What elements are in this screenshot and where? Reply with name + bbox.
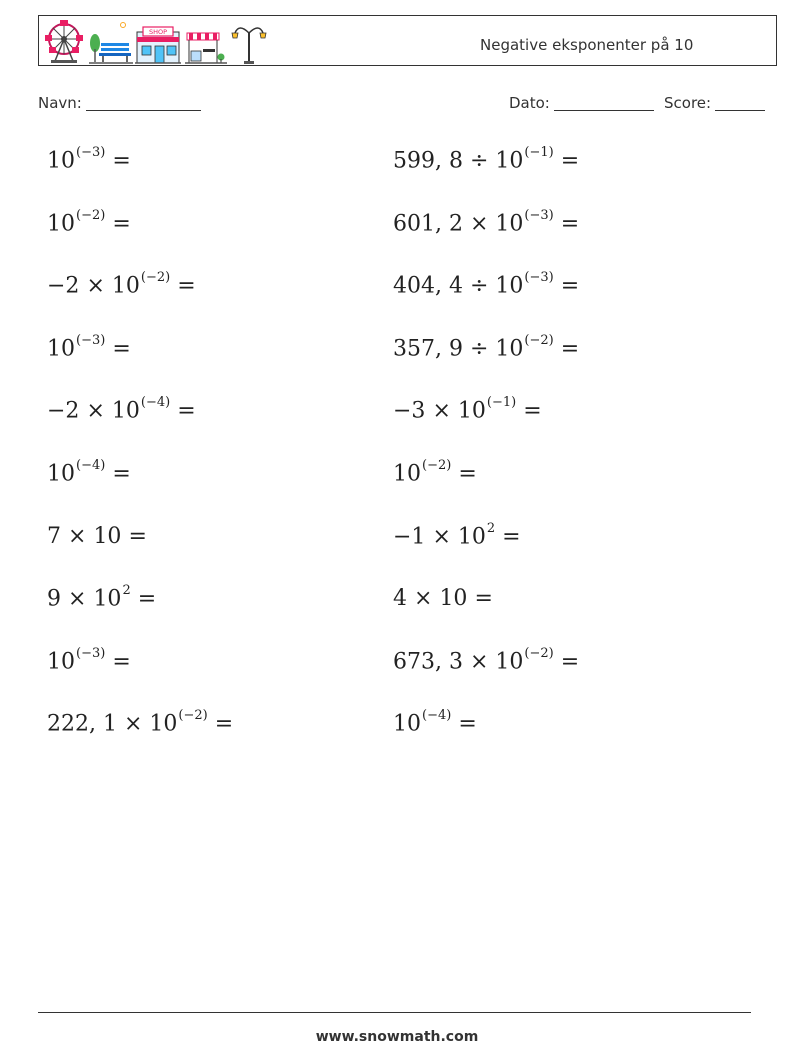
problem-equals: = [137, 586, 157, 612]
problem-base: 10 [439, 586, 468, 611]
date-blank[interactable] [554, 96, 654, 111]
problem-item [47, 583, 157, 612]
problem-equals: = [177, 273, 196, 299]
problem-coefficient: 9 [47, 586, 61, 612]
problem-operator: × [469, 211, 489, 237]
problem-equals: = [112, 649, 131, 675]
problem-base: 10 [149, 711, 178, 737]
problem-base: 10 [93, 524, 122, 549]
problem-base: 10 [47, 461, 75, 487]
problem-exponent: (−2) [422, 458, 452, 473]
problem-equals: = [214, 711, 234, 737]
problem-coefficient: 4 [393, 586, 407, 611]
problem-base: 10 [393, 461, 421, 487]
score-blank[interactable] [715, 96, 765, 111]
ferris-wheel-icon [45, 20, 83, 63]
problem-operator: × [123, 711, 143, 737]
problem-operator: × [86, 398, 105, 424]
problem-equals: = [560, 336, 580, 362]
problem-coefficient: 673, 3 [393, 649, 463, 675]
problem-coefficient: −2 [47, 273, 80, 299]
problem-operator: ÷ [469, 148, 489, 174]
problem-exponent: (−1) [524, 145, 554, 160]
problem-base: 10 [47, 211, 75, 237]
score-label: Score: [664, 94, 712, 112]
problem-item [47, 333, 131, 362]
problem-exponent: (−4) [422, 708, 452, 723]
problem-equals: = [560, 649, 580, 675]
problem-item [47, 145, 131, 174]
problem-item [393, 208, 580, 237]
problem-coefficient: 222, 1 [47, 711, 117, 737]
problem-item [393, 708, 477, 737]
worksheet-title: Negative eksponenter på 10 [480, 36, 694, 54]
problem-coefficient: 7 [47, 524, 61, 549]
name-blank[interactable] [86, 96, 201, 111]
problem-exponent: 2 [486, 521, 496, 536]
problem-item [393, 646, 580, 675]
name-field [38, 94, 201, 112]
problem-item [47, 646, 131, 675]
problem-equals: = [128, 524, 147, 549]
footer-divider [38, 1012, 751, 1013]
problem-equals: = [112, 148, 131, 174]
problem-base: 10 [495, 148, 524, 174]
problem-exponent: (−2) [76, 208, 106, 223]
problem-operator: × [432, 398, 451, 424]
problem-item [393, 270, 580, 299]
problem-item [47, 208, 131, 237]
problem-base: 10 [111, 273, 140, 299]
problem-operator: × [414, 586, 433, 611]
problem-exponent: 2 [122, 583, 131, 598]
problem-exponent: (−3) [76, 145, 106, 160]
problem-exponent: (−2) [140, 270, 171, 285]
problem-coefficient: −1 [393, 524, 426, 550]
problem-base: 10 [47, 336, 75, 362]
problem-base: 10 [495, 336, 524, 362]
shop-icon [135, 27, 181, 63]
problem-equals: = [112, 336, 131, 362]
problem-exponent: (−4) [76, 458, 106, 473]
problem-equals: = [502, 524, 521, 550]
problem-exponent: (−3) [524, 208, 554, 223]
problem-item [393, 521, 521, 550]
problem-exponent: (−2) [524, 333, 554, 348]
problem-base: 10 [111, 398, 140, 424]
problem-equals: = [112, 211, 131, 237]
date-label: Dato: [509, 94, 550, 112]
problem-equals: = [458, 711, 477, 737]
problem-exponent: (−3) [524, 270, 554, 285]
problem-exponent: (−4) [140, 395, 171, 410]
problem-base: 10 [47, 649, 75, 675]
problem-item [393, 145, 580, 174]
problem-operator: × [86, 273, 105, 299]
problem-exponent: (−1) [486, 395, 517, 410]
problem-operator: × [68, 586, 87, 612]
problem-equals: = [177, 398, 196, 424]
problem-operator: × [469, 649, 489, 675]
problem-equals: = [458, 461, 477, 487]
problem-item [393, 333, 580, 362]
problem-item [393, 458, 477, 487]
problem-item [47, 524, 147, 549]
date-field [509, 94, 654, 112]
problem-operator: ÷ [469, 273, 489, 299]
problem-equals: = [560, 273, 580, 299]
header-illustration [43, 19, 267, 65]
park-bench-icon [89, 23, 133, 64]
market-stall-icon [185, 33, 227, 63]
problem-base: 10 [495, 649, 524, 675]
street-lamp-icon [232, 28, 266, 64]
problem-item [47, 708, 234, 737]
problem-base: 10 [93, 586, 122, 612]
problem-equals: = [523, 398, 542, 424]
name-label: Navn: [38, 94, 82, 112]
footer-url: www.snowmath.com [315, 1029, 479, 1045]
problem-base: 10 [495, 273, 524, 299]
problem-exponent: (−3) [76, 333, 106, 348]
problem-base: 10 [457, 398, 486, 424]
problem-base: 10 [457, 524, 486, 550]
problem-coefficient: 599, 8 [393, 148, 463, 174]
problem-base: 10 [47, 148, 75, 174]
problem-item [47, 395, 196, 424]
problem-exponent: (−3) [76, 646, 106, 661]
problem-operator: ÷ [469, 336, 489, 362]
problem-item [47, 458, 131, 487]
problem-coefficient: 404, 4 [393, 273, 463, 299]
problem-exponent: (−2) [178, 708, 208, 723]
shop-sign-text: SHOP [148, 28, 168, 36]
score-field [664, 94, 765, 112]
problem-base: 10 [495, 211, 524, 237]
problem-equals: = [560, 211, 580, 237]
problem-equals: = [560, 148, 580, 174]
problem-item [47, 270, 196, 299]
problem-equals: = [474, 586, 493, 611]
problem-equals: = [112, 461, 131, 487]
problem-operator: × [68, 524, 87, 549]
problem-coefficient: 357, 9 [393, 336, 463, 362]
problem-coefficient: −3 [393, 398, 426, 424]
problem-exponent: (−2) [524, 646, 554, 661]
worksheet-header [38, 15, 777, 66]
problem-operator: × [432, 524, 451, 550]
problem-item [393, 395, 542, 424]
problem-item [393, 586, 493, 611]
problem-coefficient: 601, 2 [393, 211, 463, 237]
problem-base: 10 [393, 711, 421, 737]
problem-coefficient: −2 [47, 398, 80, 424]
